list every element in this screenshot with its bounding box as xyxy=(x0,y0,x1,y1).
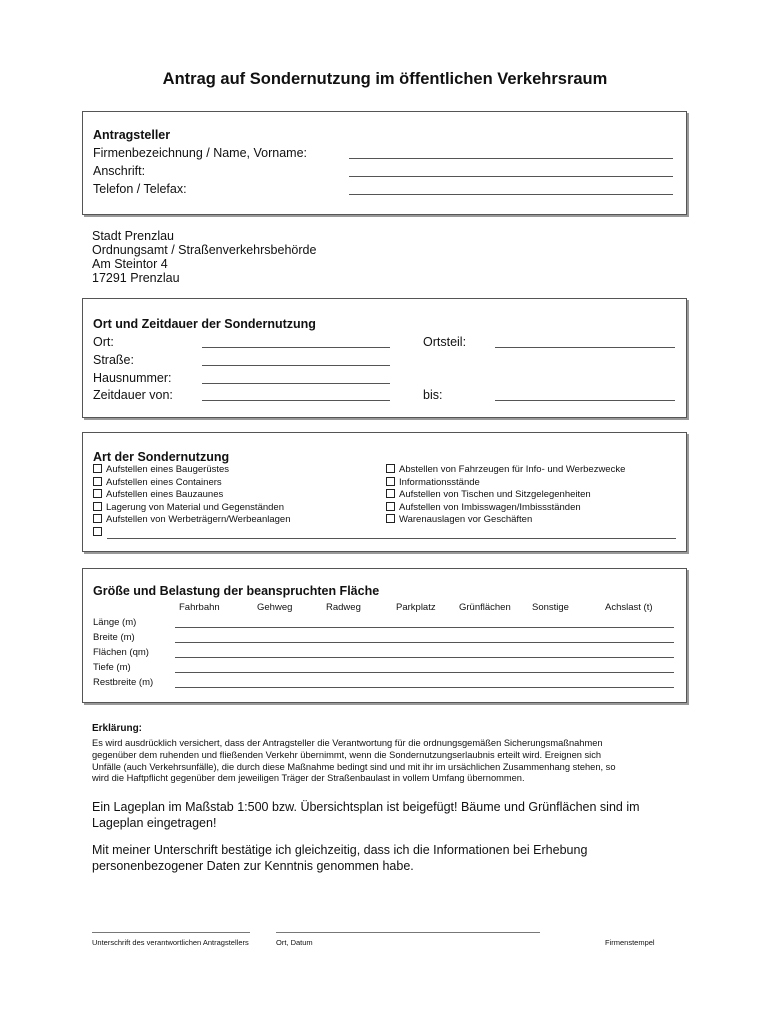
bis-label: bis: xyxy=(423,388,443,402)
zeitdauer-label: Zeitdauer von: xyxy=(93,388,173,402)
applicant-heading: Antragsteller xyxy=(93,128,171,142)
authority-line-2: Ordnungsamt / Straßenverkehrsbehörde xyxy=(92,243,317,257)
usage-heading: Art der Sondernutzung xyxy=(93,450,230,464)
company-name-label: Firmenbezeichnung / Name, Vorname: xyxy=(93,146,307,160)
location-section xyxy=(82,298,687,418)
company-name-field[interactable] xyxy=(349,158,673,159)
usage-option[interactable]: Aufstellen von Tischen und Sitzgelegenheiten xyxy=(386,489,591,502)
signer-signature-label: Unterschrift des verantwortlichen Antragstellers xyxy=(92,938,249,947)
hausnummer-label: Hausnummer: xyxy=(93,371,172,385)
usage-option[interactable]: Warenauslagen vor Geschäften xyxy=(386,514,532,527)
row-label: Restbreite (m) xyxy=(93,677,154,688)
zeitdauer-field[interactable] xyxy=(202,400,390,401)
checkbox[interactable] xyxy=(93,502,102,511)
authority-line-1: Stadt Prenzlau xyxy=(92,229,174,243)
ort-label: Ort: xyxy=(93,335,114,349)
size-row-field[interactable] xyxy=(175,672,674,673)
usage-option[interactable]: Lagerung von Material und Gegenständen xyxy=(93,502,284,515)
checkbox[interactable] xyxy=(93,527,102,536)
column-header: Grünflächen xyxy=(459,602,511,613)
declaration-text: Es wird ausdrücklich versichert, dass der Antragsteller die Verantwortung für die ordnungsgemäßen Sicherungsmaßnahmen gegenüber dem ruhenden und fließenden Verkehr übernimmt, wenn die Sondernutzungserlaubnis erteilt wird. Ereignen sich Unfälle (auch Verkehrsunfälle), die durch diese Maßnahme bedingt sind und mit ihr im ursächlichen Zusammenhang stehen, so wird die Haftpflicht gegenüber dem jeweiligen Träger der Straßenbaulast in vollem Umfang übernommen. xyxy=(92,738,616,784)
ortsteil-field[interactable] xyxy=(495,347,675,348)
size-row-field[interactable] xyxy=(175,627,674,628)
usage-option[interactable]: Aufstellen von Werbeträgern/Werbeanlagen xyxy=(93,514,291,527)
size-row-field[interactable] xyxy=(175,642,674,643)
authority-line-4: 17291 Prenzlau xyxy=(92,271,180,285)
checkbox[interactable] xyxy=(93,489,102,498)
strasse-field[interactable] xyxy=(202,365,390,366)
bis-field[interactable] xyxy=(495,400,675,401)
place-date-field[interactable] xyxy=(276,932,540,933)
row-label: Breite (m) xyxy=(93,632,135,643)
column-header: Achslast (t) xyxy=(605,602,653,613)
phone-label: Telefon / Telefax: xyxy=(93,182,187,196)
checkbox[interactable] xyxy=(386,489,395,498)
usage-option[interactable]: Abstellen von Fahrzeugen für Info- und Werbezwecke xyxy=(386,464,625,477)
usage-option[interactable]: Aufstellen eines Bauzaunes xyxy=(93,489,223,502)
hausnummer-field[interactable] xyxy=(202,383,390,384)
applicant-section xyxy=(82,111,687,215)
authority-line-3: Am Steintor 4 xyxy=(92,257,168,271)
column-header: Parkplatz xyxy=(396,602,436,613)
address-field[interactable] xyxy=(349,176,673,177)
checkbox[interactable] xyxy=(93,477,102,486)
company-stamp-label: Firmenstempel xyxy=(605,938,655,947)
strasse-label: Straße: xyxy=(93,353,134,367)
location-heading: Ort und Zeitdauer der Sondernutzung xyxy=(93,317,316,331)
usage-section xyxy=(82,432,687,552)
consent-note: Mit meiner Unterschrift bestätige ich gleichzeitig, dass ich die Informationen bei Erhebung personenbezogener Daten zur Kenntnis genommen habe. xyxy=(92,843,588,873)
declaration-heading: Erklärung: xyxy=(92,723,143,734)
column-header: Gehweg xyxy=(257,602,293,613)
row-label: Länge (m) xyxy=(93,617,137,628)
checkbox[interactable] xyxy=(386,464,395,473)
checkbox[interactable] xyxy=(93,514,102,523)
checkbox[interactable] xyxy=(386,514,395,523)
column-header: Fahrbahn xyxy=(179,602,220,613)
page-title: Antrag auf Sondernutzung im öffentlichen Verkehrsraum xyxy=(162,70,608,88)
checkbox[interactable] xyxy=(93,464,102,473)
size-section xyxy=(82,568,687,703)
usage-option[interactable]: Aufstellen eines Containers xyxy=(93,477,222,490)
size-row-field[interactable] xyxy=(175,657,674,658)
ort-field[interactable] xyxy=(202,347,390,348)
place-date-label: Ort, Datum xyxy=(276,938,313,947)
row-label: Flächen (qm) xyxy=(93,647,149,658)
checkbox[interactable] xyxy=(386,477,395,486)
usage-other-field[interactable] xyxy=(107,538,676,539)
address-label: Anschrift: xyxy=(93,164,146,178)
column-header: Sonstige xyxy=(532,602,569,613)
phone-field[interactable] xyxy=(349,194,673,195)
size-row-field[interactable] xyxy=(175,687,674,688)
signer-signature-field[interactable] xyxy=(92,932,250,933)
usage-option[interactable]: Informationsstände xyxy=(386,477,480,490)
site-plan-note: Ein Lageplan im Maßstab 1:500 bzw. Übersichtsplan ist beigefügt! Bäume und Grünflächen sind im Lageplan eingetragen! xyxy=(92,800,640,830)
row-label: Tiefe (m) xyxy=(93,662,131,673)
column-header: Radweg xyxy=(326,602,361,613)
ortsteil-label: Ortsteil: xyxy=(423,335,467,349)
size-heading: Größe und Belastung der beanspruchten Fläche xyxy=(93,584,380,598)
checkbox[interactable] xyxy=(386,502,395,511)
usage-option-other[interactable] xyxy=(93,527,106,540)
usage-option[interactable]: Aufstellen von Imbisswagen/Imbissständen xyxy=(386,502,581,515)
usage-option[interactable]: Aufstellen eines Baugerüstes xyxy=(93,464,229,477)
